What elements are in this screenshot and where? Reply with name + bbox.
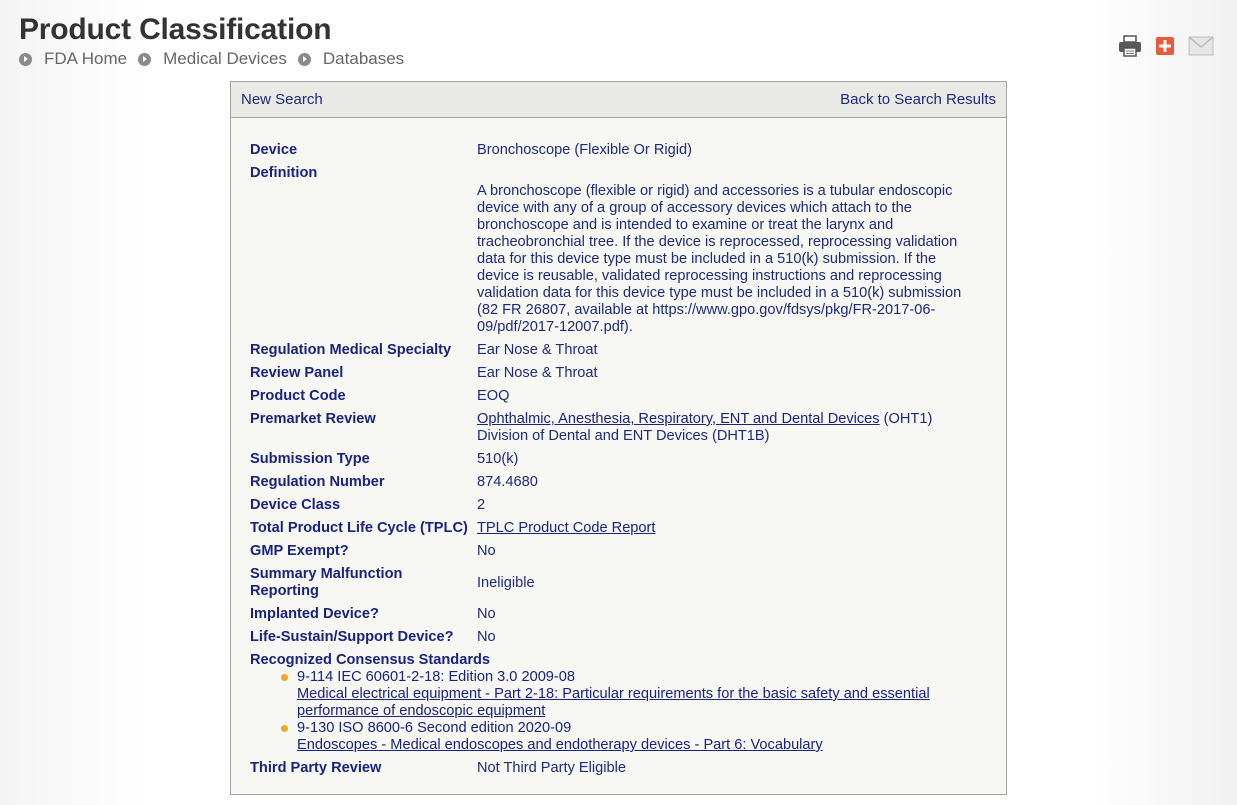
breadcrumb-databases[interactable]: Databases <box>298 49 404 69</box>
implanted-value: No <box>477 606 496 622</box>
chevron-right-circle-icon <box>298 53 311 66</box>
row-specialty <box>247 342 989 365</box>
premarket-division: Division of Dental and ENT Devices (DHT1B) <box>477 428 770 444</box>
breadcrumb-fda-home[interactable]: FDA Home <box>19 49 127 69</box>
regulation-number-value: 874.4680 <box>477 474 538 490</box>
details-table <box>247 142 989 783</box>
tplc-report-link[interactable]: TPLC Product Code Report <box>477 520 656 536</box>
card-header <box>231 82 1006 118</box>
row-premarket-review <box>247 411 989 451</box>
malfunction-reporting-label: Summary Malfunction Reporting <box>250 566 403 599</box>
row-standards <box>247 652 989 760</box>
product-code-label: Product Code <box>250 388 346 404</box>
gmp-exempt-label: GMP Exempt? <box>250 543 349 559</box>
standards-list <box>247 669 989 754</box>
row-life-sustain <box>247 629 989 652</box>
row-definition <box>247 165 989 342</box>
standard-id: 9-130 ISO 8600-6 Second edition 2020-09 <box>297 720 572 736</box>
specialty-label: Regulation Medical Specialty <box>250 342 452 358</box>
row-device <box>247 142 989 165</box>
premarket-review-link[interactable]: Ophthalmic, Anesthesia, Respiratory, ENT and Dental Devices <box>477 411 880 427</box>
definition-value: A bronchoscope (flexible or rigid) and accessories is a tubular endoscopic device with any of a group of accessory devices which attach to the bronchoscope and is intended to examine or treat the larynx and tracheobronchial tree. If the device is reprocessed, reprocessing validation data for this device type must be included in a 510(k) submission. If the device is reusable, validated reprocessing instructions and reprocessing validation data for this device type must be included in a 510(k) submission (82 FR 26807, available at https://www.gpo.gov/fdsys/pkg/FR-2017-06-09/pdf/2017-12007.pdf). <box>477 183 962 335</box>
submission-type-value: 510(k) <box>477 451 519 467</box>
row-regulation-number <box>247 474 989 497</box>
life-sustain-label: Life-Sustain/Support Device? <box>250 629 454 645</box>
back-to-results-link[interactable]: Back to Search Results <box>840 91 996 108</box>
email-icon[interactable] <box>1188 35 1214 57</box>
submission-type-label: Submission Type <box>250 451 370 467</box>
product-details-card <box>230 81 1007 795</box>
row-device-class <box>247 497 989 520</box>
premarket-office-code: (OHT1) <box>879 411 933 427</box>
new-search-link[interactable]: New Search <box>241 91 323 108</box>
third-party-review-label: Third Party Review <box>250 760 382 776</box>
row-tplc <box>247 520 989 543</box>
malfunction-reporting-value: Ineligible <box>477 574 535 591</box>
toolbar <box>1118 35 1227 57</box>
standard-id: 9-114 IEC 60601-2-18: Edition 3.0 2009-08 <box>297 669 576 685</box>
row-implanted <box>247 606 989 629</box>
row-gmp-exempt <box>247 543 989 566</box>
device-label: Device <box>250 142 298 158</box>
implanted-label: Implanted Device? <box>250 606 379 622</box>
chevron-right-circle-icon <box>138 53 151 66</box>
tplc-label: Total Product Life Cycle (TPLC) <box>250 520 468 536</box>
life-sustain-value: No <box>477 629 496 645</box>
review-panel-value: Ear Nose & Throat <box>477 365 598 381</box>
third-party-review-value: Not Third Party Eligible <box>477 760 626 776</box>
list-item <box>281 720 989 754</box>
page-title: Product Classification <box>19 13 332 46</box>
definition-label: Definition <box>250 165 318 181</box>
bullet-icon <box>281 674 288 681</box>
regulation-number-label: Regulation Number <box>250 474 385 490</box>
print-icon[interactable] <box>1118 35 1142 57</box>
bullet-icon <box>281 725 288 732</box>
device-class-value: 2 <box>477 497 486 513</box>
row-review-panel <box>247 365 989 388</box>
row-third-party-review <box>247 760 989 783</box>
premarket-review-label: Premarket Review <box>250 411 376 427</box>
device-class-label: Device Class <box>250 497 341 513</box>
chevron-right-circle-icon <box>19 53 32 66</box>
breadcrumb-medical-devices[interactable]: Medical Devices <box>138 49 287 69</box>
standard-title-link[interactable]: Medical electrical equipment - Part 2-18: Particular requirements for the basic safety and essential performance of endoscopic equipment <box>297 686 930 719</box>
row-malfunction-reporting <box>247 566 989 606</box>
review-panel-label: Review Panel <box>250 365 344 381</box>
standards-label: Recognized Consensus Standards <box>250 652 491 668</box>
gmp-exempt-value: No <box>477 543 496 559</box>
list-item <box>281 669 989 720</box>
row-product-code <box>247 388 989 411</box>
bookmark-plus-icon[interactable] <box>1155 36 1175 56</box>
specialty-value: Ear Nose & Throat <box>477 342 598 358</box>
standard-title-link[interactable]: Endoscopes - Medical endoscopes and endotherapy devices - Part 6: Vocabulary <box>297 737 823 753</box>
device-value: Bronchoscope (Flexible Or Rigid) <box>477 142 692 158</box>
row-submission-type <box>247 451 989 474</box>
breadcrumb <box>19 49 415 69</box>
product-code-value: EOQ <box>477 388 510 404</box>
